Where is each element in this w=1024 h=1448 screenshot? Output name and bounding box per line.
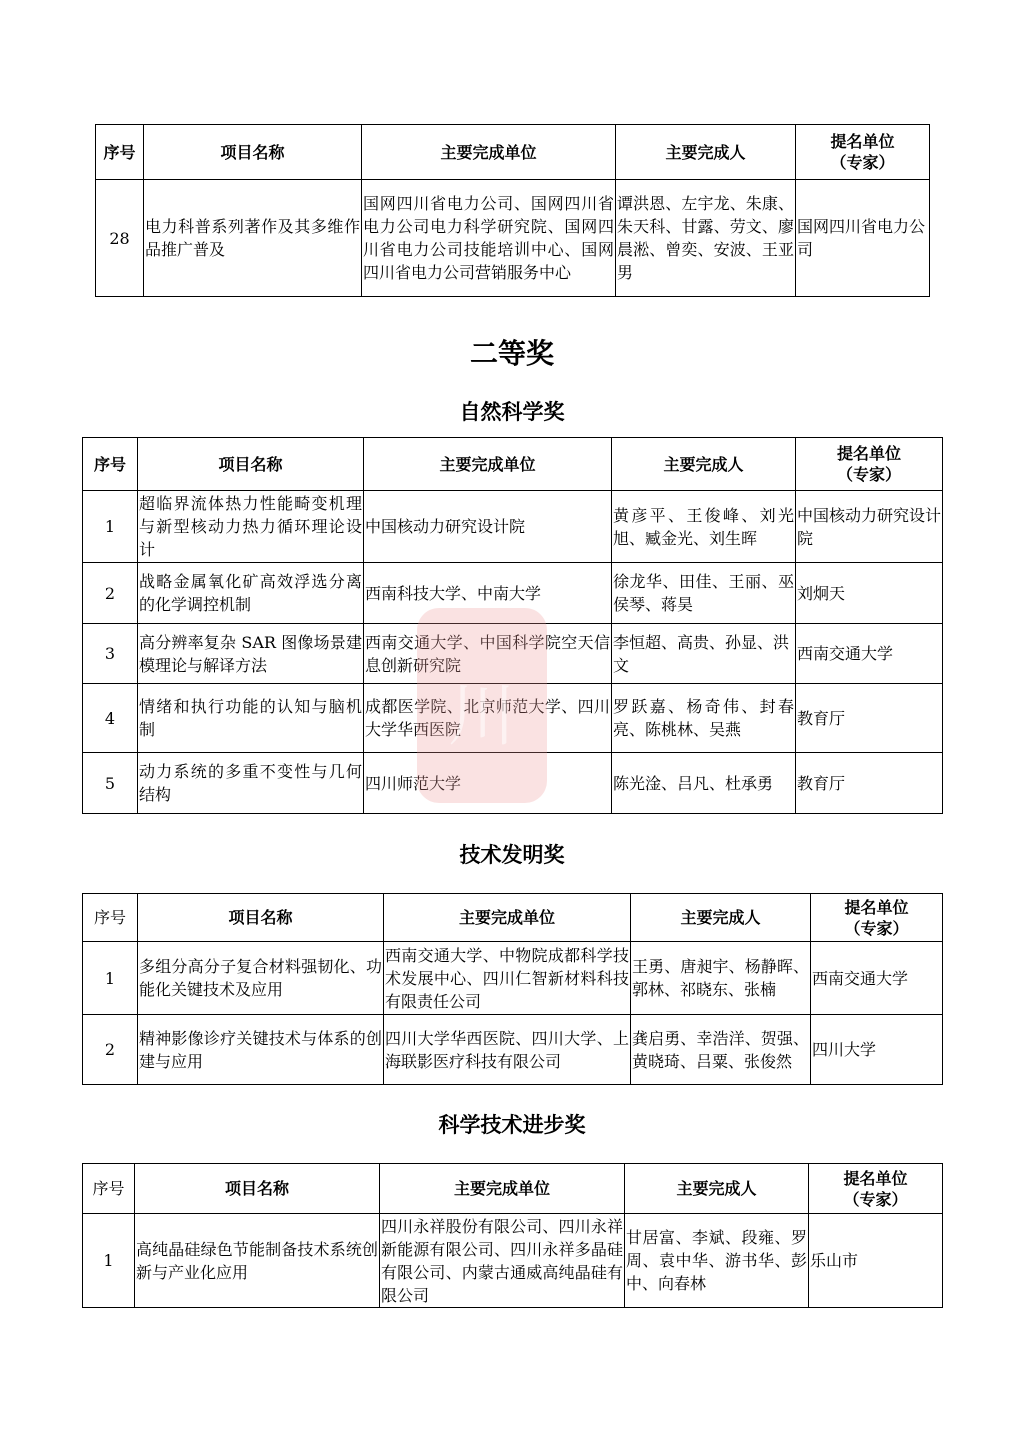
cell-units: 国网四川省电力公司、国网四川省电力公司电力科学研究院、国网四川省电力公司技能培训中心、国网四川省电力公司营销服务中心 — [362, 180, 616, 297]
second-prize-title: 二等奖 — [469, 337, 554, 370]
table-header-row — [83, 438, 943, 491]
award-table-technical-invention — [82, 893, 943, 1085]
award-table-sci-tech-progress — [82, 1163, 943, 1308]
table-row — [83, 1214, 943, 1308]
cell-name: 动力系统的多重不变性与几何结构 — [138, 753, 364, 814]
cell-units: 中国核动力研究设计院 — [364, 491, 612, 563]
table-row — [83, 1015, 943, 1085]
header-people: 主要完成人 — [631, 894, 811, 942]
award-table-top — [95, 124, 930, 297]
cell-nominator: 西南交通大学 — [796, 624, 943, 684]
cell-units: 成都医学院、北京师范大学、四川大学华西医院 — [364, 684, 612, 753]
cell-people: 陈光淦、吕凡、杜承勇 — [612, 753, 796, 814]
header-no: 序号 — [96, 125, 144, 180]
header-no: 序号 — [83, 438, 138, 491]
cell-units: 西南交通大学、中国科学院空天信息创新研究院 — [364, 624, 612, 684]
cell-no: 3 — [83, 624, 138, 684]
header-name: 项目名称 — [144, 125, 362, 180]
header-name: 项目名称 — [135, 1164, 380, 1214]
technical-invention-title: 技术发明奖 — [459, 843, 565, 867]
header-nominator: 提名单位 （专家） — [809, 1164, 943, 1214]
cell-nominator: 乐山市 — [809, 1214, 943, 1308]
cell-name: 情绪和执行功能的认知与脑机制 — [138, 684, 364, 753]
cell-name: 高分辨率复杂 SAR 图像场景建模理论与解译方法 — [138, 624, 364, 684]
cell-no: 1 — [83, 491, 138, 563]
cell-no: 28 — [96, 180, 144, 297]
header-nominator: 提名单位 （专家） — [796, 438, 943, 491]
table-row — [96, 180, 930, 297]
cell-no: 5 — [83, 753, 138, 814]
cell-no: 2 — [83, 1015, 138, 1085]
header-nominator: 提名单位 （专家） — [811, 894, 943, 942]
cell-nominator: 西南交通大学 — [811, 942, 943, 1015]
cell-nominator: 国网四川省电力公司 — [796, 180, 930, 297]
cell-people: 徐龙华、田佳、王丽、巫侯琴、蒋昊 — [612, 563, 796, 624]
cell-name: 多组分高分子复合材料强韧化、功能化关键技术及应用 — [138, 942, 384, 1015]
cell-people: 甘居富、李斌、段雍、罗周、袁中华、游书华、彭中、向春林 — [625, 1214, 809, 1308]
header-name: 项目名称 — [138, 438, 364, 491]
header-units: 主要完成单位 — [362, 125, 616, 180]
cell-nominator: 教育厅 — [796, 684, 943, 753]
cell-no: 1 — [83, 942, 138, 1015]
cell-people: 李恒超、高贵、孙显、洪文 — [612, 624, 796, 684]
header-no: 序号 — [83, 894, 138, 942]
header-people: 主要完成人 — [625, 1164, 809, 1214]
header-units: 主要完成单位 — [380, 1164, 625, 1214]
table-header-row — [96, 125, 930, 180]
cell-units: 四川师范大学 — [364, 753, 612, 814]
cell-people: 王勇、唐昶宇、杨静晖、郭林、祁晓东、张楠 — [631, 942, 811, 1015]
cell-nominator: 教育厅 — [796, 753, 943, 814]
cell-no: 2 — [83, 563, 138, 624]
cell-people: 罗跃嘉、杨奇伟、封春亮、陈桃林、吴燕 — [612, 684, 796, 753]
cell-name: 高纯晶硅绿色节能制备技术系统创新与产业化应用 — [135, 1214, 380, 1308]
table-row — [83, 942, 943, 1015]
table-header-row — [83, 1164, 943, 1214]
cell-no: 1 — [83, 1214, 135, 1308]
table-row — [83, 491, 943, 563]
natural-science-title: 自然科学奖 — [459, 400, 565, 424]
cell-people: 龚启勇、幸浩洋、贺强、黄晓琦、吕粟、张俊然 — [631, 1015, 811, 1085]
cell-name: 战略金属氧化矿高效浮选分离的化学调控机制 — [138, 563, 364, 624]
header-units: 主要完成单位 — [384, 894, 631, 942]
table-header-row — [83, 894, 943, 942]
cell-people: 谭洪恩、左宇龙、朱康、朱天科、甘露、劳文、廖晨淞、曾奕、安波、王亚男 — [616, 180, 796, 297]
sci-tech-progress-title: 科学技术进步奖 — [438, 1113, 586, 1137]
cell-no: 4 — [83, 684, 138, 753]
watermark-logo: 川 — [417, 608, 547, 803]
header-name: 项目名称 — [138, 894, 384, 942]
cell-units: 四川永祥股份有限公司、四川永祥新能源有限公司、四川永祥多晶硅有限公司、内蒙古通威高纯晶硅有限公司 — [380, 1214, 625, 1308]
cell-units: 四川大学华西医院、四川大学、上海联影医疗科技有限公司 — [384, 1015, 631, 1085]
cell-people: 黄彦平、王俊峰、刘光旭、臧金光、刘生晖 — [612, 491, 796, 563]
cell-nominator: 中国核动力研究设计院 — [796, 491, 943, 563]
cell-nominator: 刘炯天 — [796, 563, 943, 624]
cell-units: 西南科技大学、中南大学 — [364, 563, 612, 624]
cell-nominator: 四川大学 — [811, 1015, 943, 1085]
header-nominator: 提名单位 （专家） — [796, 125, 930, 180]
cell-units: 西南交通大学、中物院成都科学技术发展中心、四川仁智新材料科技有限责任公司 — [384, 942, 631, 1015]
cell-name: 精神影像诊疗关键技术与体系的创建与应用 — [138, 1015, 384, 1085]
header-no: 序号 — [83, 1164, 135, 1214]
header-people: 主要完成人 — [612, 438, 796, 491]
cell-name: 电力科普系列著作及其多维作品推广普及 — [144, 180, 362, 297]
header-units: 主要完成单位 — [364, 438, 612, 491]
cell-name: 超临界流体热力性能畸变机理与新型核动力热力循环理论设计 — [138, 491, 364, 563]
header-people: 主要完成人 — [616, 125, 796, 180]
